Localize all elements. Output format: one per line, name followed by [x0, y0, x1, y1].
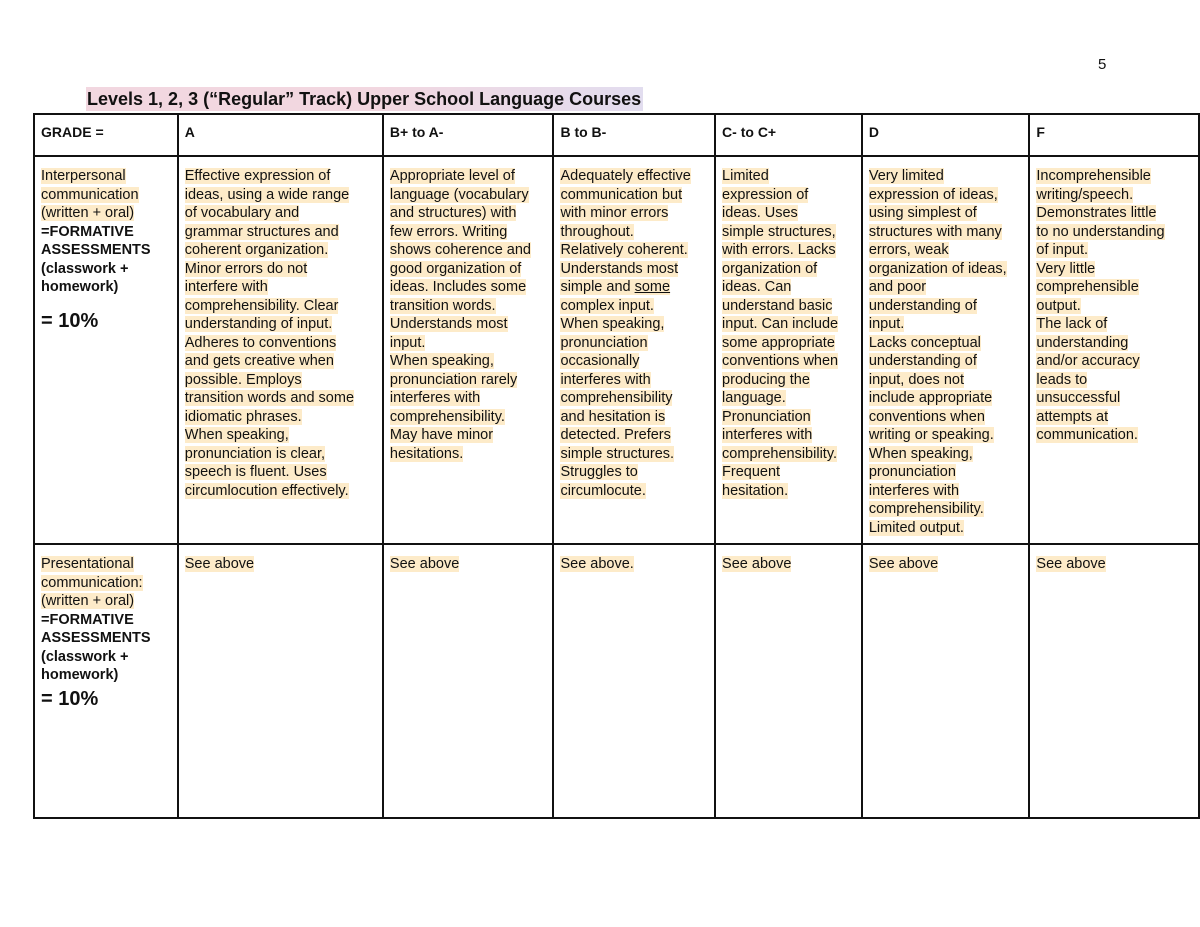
category-bold-line: ASSESSMENTS — [41, 630, 151, 646]
header-row — [34, 114, 1199, 156]
descriptor-line: organization of ideas, — [868, 260, 1007, 277]
descriptor-line: See above. — [560, 556, 634, 572]
descriptor-cell-b-to-b-minus — [553, 544, 715, 818]
descriptor-line: simple structures, — [722, 223, 836, 240]
descriptor-cell-b-to-b-minus — [553, 156, 715, 544]
descriptor-line: possible. Employs — [184, 371, 302, 388]
descriptor-cell-b-plus-to-a-minus — [383, 544, 554, 818]
descriptor-cell-c-minus-to-c-plus — [715, 544, 862, 818]
descriptor-line: Very limited — [868, 168, 944, 184]
descriptor-line: input, does not — [868, 371, 964, 388]
page-number: 5 — [1098, 56, 1107, 73]
descriptor-line: good organization of — [389, 260, 522, 277]
table-row — [34, 156, 1199, 544]
category-line: communication: — [41, 574, 143, 591]
document-title: Levels 1, 2, 3 (“Regular” Track) Upper School Language Courses — [87, 89, 642, 109]
category-bold-line: ASSESSMENTS — [41, 242, 151, 258]
descriptor-line: See above — [1036, 556, 1106, 572]
descriptor-cell-d — [862, 156, 1030, 544]
descriptor-line: producing the — [722, 371, 810, 388]
descriptor-line: circumlocute. — [560, 482, 646, 499]
descriptor-line: Appropriate level of — [389, 168, 515, 184]
header-c-minus-to-c-plus: C- to C+ — [715, 114, 862, 156]
category-bold-line: homework) — [41, 667, 119, 683]
descriptor-line: writing or speaking. — [868, 427, 994, 443]
descriptor-line: ideas. Uses — [722, 205, 798, 221]
descriptor-line: input. — [389, 334, 426, 351]
descriptor-cell-a — [178, 156, 383, 544]
descriptor-line: throughout. — [560, 223, 634, 240]
descriptor-line: communication. — [1036, 427, 1138, 443]
header-a: A — [178, 114, 383, 156]
category-cell-interpersonal — [34, 156, 178, 544]
descriptor-line: interferes with — [722, 427, 813, 443]
descriptor-line: Struggles to — [560, 464, 638, 480]
descriptor-line: organization of — [722, 260, 818, 277]
weight-percentage: = 10% — [41, 687, 99, 710]
descriptor-line: with errors. Lacks — [722, 242, 836, 258]
descriptor-line: communication but — [560, 186, 683, 203]
descriptor-line: ideas. Can — [722, 279, 792, 295]
descriptor-line: interferes with — [868, 482, 960, 499]
descriptor-line: conventions when — [868, 408, 985, 425]
descriptor-line: of vocabulary and — [184, 205, 300, 221]
descriptor-line: hesitations. — [389, 445, 464, 462]
descriptor-line: interferes with — [560, 371, 651, 388]
descriptor-line: input. — [868, 316, 905, 332]
descriptor-line: leads to — [1036, 371, 1088, 388]
grading-rubric-table — [33, 113, 1200, 819]
descriptor-line: Effective expression of — [184, 168, 331, 184]
descriptor-line: understand basic — [722, 297, 833, 314]
category-bold-line: (classwork + — [41, 260, 129, 277]
descriptor-line: understanding — [1036, 334, 1129, 351]
descriptor-line: and hesitation is — [560, 408, 666, 425]
descriptor-line: of input. — [1036, 242, 1088, 258]
descriptor-line: grammar structures and — [184, 223, 339, 240]
descriptor-line: idiomatic phrases. — [184, 408, 302, 425]
category-line: (written + oral) — [41, 593, 135, 609]
descriptor-line: comprehensibility. Clear — [184, 297, 339, 314]
descriptor-line: complex input. — [560, 297, 654, 314]
category-line: (written + oral) — [41, 205, 135, 221]
category-line: communication — [41, 186, 139, 203]
descriptor-line: errors, weak — [868, 242, 949, 258]
header-b-to-b-minus: B to B- — [553, 114, 715, 156]
descriptor-line: some appropriate — [722, 334, 835, 351]
descriptor-line: comprehensibility — [560, 390, 673, 406]
descriptor-line: May have minor — [389, 427, 494, 443]
category-line: Presentational — [41, 556, 134, 572]
descriptor-line: attempts at — [1036, 408, 1109, 425]
descriptor-line: conventions when — [722, 353, 839, 369]
descriptor-line: writing/speech. — [1036, 186, 1134, 203]
descriptor-line: comprehensibility. — [389, 408, 505, 425]
descriptor-line: See above — [868, 556, 939, 572]
descriptor-line: unsuccessful — [1036, 390, 1121, 406]
descriptor-line: ideas. Includes some — [389, 279, 527, 295]
weight-percentage: = 10% — [41, 309, 99, 332]
descriptor-line: comprehensibility. — [722, 445, 838, 462]
descriptor-line: pronunciation rarely — [389, 371, 518, 388]
descriptor-line: transition words. — [389, 297, 496, 314]
descriptor-line: and/or accuracy — [1036, 353, 1140, 369]
descriptor-line: language (vocabulary — [389, 186, 529, 203]
descriptor-line: Limited — [722, 168, 769, 184]
descriptor-line: comprehensible — [1036, 279, 1139, 295]
descriptor-line: See above — [184, 556, 255, 572]
descriptor-line: simple structures. — [560, 445, 675, 462]
descriptor-cell-d — [862, 544, 1030, 818]
descriptor-line: See above — [722, 556, 792, 572]
category-bold-line: (classwork + — [41, 648, 129, 665]
category-line: Interpersonal — [41, 168, 126, 184]
descriptor-line: to no understanding — [1036, 223, 1165, 240]
category-bold-line: =FORMATIVE — [41, 611, 134, 628]
descriptor-line: using simplest of — [868, 205, 977, 221]
descriptor-cell-c-minus-to-c-plus — [715, 156, 862, 544]
descriptor-line: pronunciation is clear, — [184, 445, 326, 462]
descriptor-line: Adheres to conventions — [184, 334, 337, 351]
descriptor-line: understanding of — [868, 353, 977, 369]
descriptor-line: Lacks conceptual — [868, 334, 981, 351]
descriptor-line: interfere with — [184, 279, 268, 295]
category-cell-presentational — [34, 544, 178, 818]
descriptor-line: expression of ideas, — [868, 186, 998, 203]
descriptor-line: Limited output. — [868, 519, 964, 536]
descriptor-line: include appropriate — [868, 390, 993, 406]
descriptor-line: ideas, using a wide range — [184, 186, 350, 203]
descriptor-line: coherent organization. — [184, 242, 329, 258]
descriptor-line: simple and some — [560, 279, 671, 295]
header-f: F — [1029, 114, 1199, 156]
descriptor-line: The lack of — [1036, 316, 1108, 332]
descriptor-line: When speaking, — [389, 353, 494, 369]
descriptor-line: pronunciation — [560, 334, 648, 351]
category-bold-line: homework) — [41, 279, 119, 295]
descriptor-line: hesitation. — [722, 482, 789, 499]
descriptor-line: shows coherence and — [389, 242, 531, 258]
descriptor-cell-f — [1029, 156, 1199, 544]
descriptor-line: Understands most — [389, 316, 508, 332]
category-bold-line: =FORMATIVE — [41, 223, 134, 240]
descriptor-line: and structures) with — [389, 205, 517, 221]
descriptor-line: Understands most — [560, 260, 679, 277]
descriptor-line: Very little — [1036, 260, 1096, 277]
descriptor-line: expression of — [722, 186, 809, 203]
descriptor-line: output. — [1036, 297, 1081, 314]
descriptor-line: with minor errors — [560, 205, 669, 221]
descriptor-line: When speaking, — [868, 445, 973, 462]
descriptor-line: understanding of input. — [184, 316, 333, 332]
descriptor-cell-b-plus-to-a-minus — [383, 156, 554, 544]
descriptor-line: transition words and some — [184, 390, 355, 406]
descriptor-line: Adequately effective — [560, 168, 691, 184]
descriptor-line: comprehensibility. — [868, 501, 984, 517]
descriptor-line: Minor errors do not — [184, 260, 308, 277]
descriptor-line: few errors. Writing — [389, 223, 508, 240]
descriptor-line: circumlocution effectively. — [184, 482, 349, 499]
descriptor-line: language. — [722, 390, 786, 406]
descriptor-line: pronunciation — [868, 464, 956, 480]
descriptor-line: Demonstrates little — [1036, 205, 1157, 221]
descriptor-line: When speaking, — [560, 316, 665, 332]
header-d: D — [862, 114, 1030, 156]
table-row — [34, 544, 1199, 818]
descriptor-line: structures with many — [868, 223, 1002, 240]
descriptor-line: Frequent — [722, 464, 781, 480]
descriptor-line: See above — [389, 556, 460, 572]
descriptor-line: When speaking, — [184, 427, 289, 443]
descriptor-line: understanding of — [868, 297, 977, 314]
descriptor-line: and poor — [868, 279, 927, 295]
descriptor-line: Relatively coherent. — [560, 242, 688, 258]
header-grade: GRADE = — [34, 114, 178, 156]
descriptor-line: input. Can include — [722, 316, 839, 332]
descriptor-cell-f — [1029, 544, 1199, 818]
descriptor-line: speech is fluent. Uses — [184, 464, 327, 480]
descriptor-line: occasionally — [560, 353, 640, 369]
descriptor-line: and gets creative when — [184, 353, 334, 369]
header-b-plus-to-a-minus: B+ to A- — [383, 114, 554, 156]
descriptor-line: Incomprehensible — [1036, 168, 1151, 184]
descriptor-line: detected. Prefers — [560, 427, 671, 443]
descriptor-line: Pronunciation — [722, 408, 811, 425]
descriptor-cell-a — [178, 544, 383, 818]
descriptor-line: interferes with — [389, 390, 481, 406]
